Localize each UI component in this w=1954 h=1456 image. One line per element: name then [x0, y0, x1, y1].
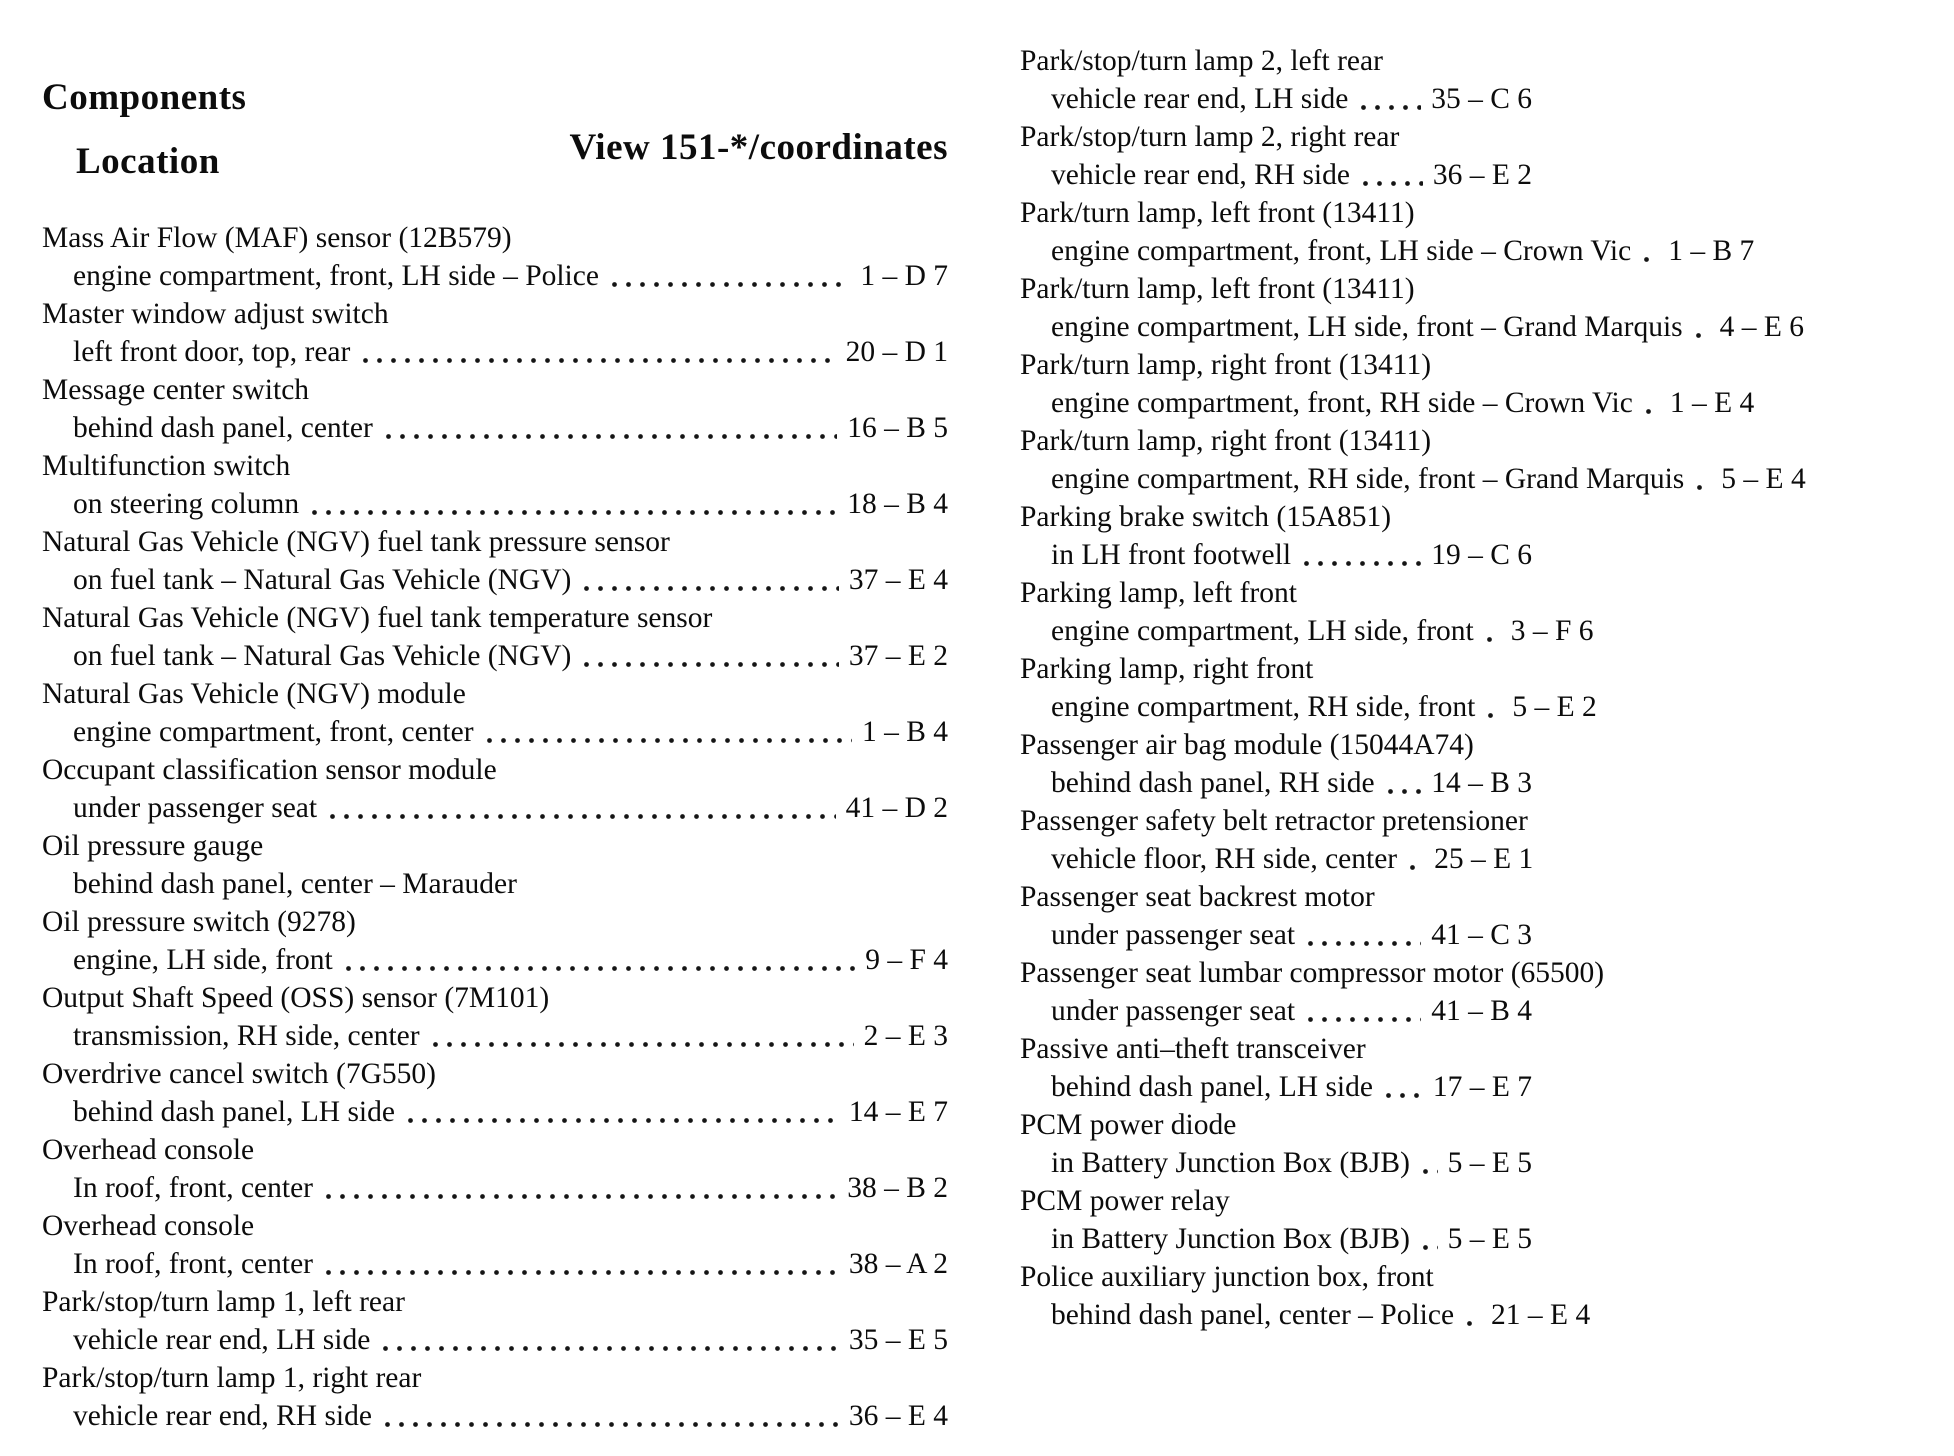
component-name: Park/stop/turn lamp 2, left rear — [1020, 45, 1383, 77]
component-name: Multifunction switch — [42, 450, 291, 482]
dotted-leader — [1361, 105, 1421, 110]
component-location: In roof, front, center — [73, 1248, 313, 1280]
component-name: PCM power diode — [1020, 1109, 1237, 1141]
view-coordinate: 37 – E 4 — [848, 564, 948, 596]
view-coordinate: 14 – B 3 — [1431, 767, 1532, 799]
page-header — [42, 78, 948, 189]
view-coordinate: 18 – B 4 — [847, 488, 948, 520]
component-name: Police auxiliary junction box, front — [1020, 1261, 1434, 1293]
view-coordinate: 35 – C 6 — [1431, 83, 1532, 115]
component-name: PCM power relay — [1020, 1185, 1230, 1217]
component-location-row — [42, 485, 948, 523]
component-entry — [1020, 802, 1532, 878]
dotted-leader — [584, 662, 838, 667]
left-column-entries — [42, 219, 948, 1435]
component-location: on fuel tank – Natural Gas Vehicle (NGV) — [73, 564, 572, 596]
view-coordinate: 14 – E 7 — [848, 1096, 948, 1128]
component-location-row — [1020, 1220, 1532, 1258]
component-location-row — [1020, 916, 1532, 954]
component-location: on fuel tank – Natural Gas Vehicle (NGV) — [73, 640, 572, 672]
dotted-leader — [363, 358, 835, 363]
component-entry — [1020, 650, 1597, 726]
component-location-row — [1020, 764, 1532, 802]
component-location-row — [1020, 384, 1755, 422]
component-entry — [42, 1131, 948, 1207]
component-name: Passenger safety belt retractor pretensioner — [1020, 805, 1528, 837]
component-location: behind dash panel, RH side — [1051, 767, 1375, 799]
component-location-row — [1020, 232, 1755, 270]
view-coordinate: 5 – E 5 — [1447, 1147, 1532, 1179]
component-name: Occupant classification sensor module — [42, 754, 497, 786]
component-entry — [42, 903, 948, 979]
component-location: engine compartment, RH side, front — [1051, 691, 1476, 723]
right-column — [1020, 42, 1806, 1334]
component-entry — [42, 1055, 948, 1131]
component-location-row — [1020, 840, 1532, 878]
component-name: Message center switch — [42, 374, 310, 406]
component-location: behind dash panel, LH side — [73, 1096, 395, 1128]
component-name: Oil pressure switch (9278) — [42, 906, 356, 938]
component-name: Park/turn lamp, left front (13411) — [1020, 197, 1415, 229]
view-coordinates-heading: View 151-*/coordinates — [569, 127, 948, 168]
dotted-leader — [312, 510, 837, 515]
dotted-leader — [612, 282, 850, 287]
component-location-row — [42, 1093, 948, 1131]
component-location: vehicle rear end, LH side — [73, 1324, 371, 1356]
dotted-leader — [386, 434, 837, 439]
dotted-leader — [383, 1346, 839, 1351]
component-entry — [42, 979, 948, 1055]
component-location: left front door, top, rear — [73, 336, 351, 368]
component-location: on steering column — [73, 488, 300, 520]
view-coordinate: 1 – B 4 — [861, 716, 948, 748]
component-entry — [42, 219, 948, 295]
view-coordinate: 5 – E 2 — [1512, 691, 1597, 723]
component-location: under passenger seat — [73, 792, 318, 824]
component-name: Park/turn lamp, left front (13411) — [1020, 273, 1415, 305]
component-location-row — [1020, 1296, 1591, 1334]
component-entry — [1020, 194, 1755, 270]
component-location-row — [42, 865, 948, 903]
component-location-row — [42, 637, 948, 675]
component-name: Park/stop/turn lamp 1, right rear — [42, 1362, 422, 1394]
component-location: under passenger seat — [1051, 995, 1296, 1027]
component-location-row — [42, 1017, 948, 1055]
component-location-row — [42, 713, 948, 751]
component-location-row — [42, 1397, 948, 1435]
component-entry — [42, 1207, 948, 1283]
component-location-row — [42, 789, 948, 827]
dotted-leader — [1488, 713, 1502, 718]
component-entry — [42, 827, 948, 903]
view-coordinate: 1 – B 7 — [1668, 235, 1755, 267]
dotted-leader — [1487, 637, 1501, 642]
component-name: Natural Gas Vehicle (NGV) fuel tank temperature sensor — [42, 602, 713, 634]
component-entry — [42, 295, 948, 371]
component-entry — [1020, 1030, 1532, 1106]
component-location-row — [42, 941, 948, 979]
component-name: Park/turn lamp, right front (13411) — [1020, 425, 1432, 457]
dotted-leader — [1423, 1245, 1438, 1250]
component-name: Passenger seat backrest motor — [1020, 881, 1375, 913]
component-name: Master window adjust switch — [42, 298, 389, 330]
dotted-leader — [1646, 409, 1660, 414]
dotted-leader — [487, 738, 852, 743]
right-column-entries — [1020, 42, 1806, 1334]
dotted-leader — [1423, 1169, 1438, 1174]
view-coordinate: 36 – E 4 — [848, 1400, 948, 1432]
dotted-leader — [433, 1042, 854, 1047]
dotted-leader — [1363, 181, 1423, 186]
dotted-leader — [330, 814, 835, 819]
dotted-leader — [584, 586, 838, 591]
component-location: engine compartment, front, LH side – Police — [73, 260, 599, 292]
view-coordinate: 5 – E 4 — [1721, 463, 1806, 495]
component-location: engine compartment, front, RH side – Crown Vic — [1051, 387, 1633, 419]
view-coordinate: 41 – D 2 — [845, 792, 948, 824]
component-entry — [1020, 346, 1755, 422]
component-location-row — [1020, 460, 1806, 498]
components-heading: Components — [42, 77, 247, 118]
dotted-leader — [385, 1422, 839, 1427]
view-coordinate: 17 – E 7 — [1432, 1071, 1532, 1103]
component-name: Passenger seat lumbar compressor motor (65500) — [1020, 957, 1605, 989]
location-heading: Location — [76, 141, 220, 182]
view-coordinate: 4 – E 6 — [1719, 311, 1805, 343]
dotted-leader — [1386, 1093, 1423, 1098]
component-location-row — [1020, 80, 1532, 118]
component-entry — [1020, 270, 1805, 346]
component-location-row — [1020, 156, 1532, 194]
component-entry — [42, 599, 948, 675]
component-location: engine compartment, LH side, front — [1051, 615, 1474, 647]
dotted-leader — [1410, 865, 1424, 870]
component-location-row — [42, 1169, 948, 1207]
component-location-row — [1020, 1144, 1532, 1182]
component-entry — [42, 751, 948, 827]
component-name: Output Shaft Speed (OSS) sensor (7M101) — [42, 982, 550, 1014]
component-location-row — [1020, 536, 1532, 574]
view-coordinate: 1 – E 4 — [1669, 387, 1755, 419]
component-entry — [1020, 574, 1594, 650]
component-name: Park/stop/turn lamp 1, left rear — [42, 1286, 405, 1318]
view-coordinate: 2 – E 3 — [863, 1020, 948, 1052]
component-location-row — [1020, 992, 1532, 1030]
component-location-row — [42, 257, 948, 295]
component-entry — [1020, 118, 1532, 194]
dotted-leader — [1388, 789, 1422, 794]
component-entry — [1020, 422, 1806, 498]
component-name: Parking lamp, left front — [1020, 577, 1297, 609]
component-entry — [1020, 1182, 1532, 1258]
component-name: Oil pressure gauge — [42, 830, 264, 862]
component-location-row — [1020, 612, 1594, 650]
component-entry — [1020, 954, 1605, 1030]
dotted-leader — [1697, 485, 1711, 490]
component-entry — [42, 371, 948, 447]
component-entry — [42, 1283, 948, 1359]
component-name: Overhead console — [42, 1134, 255, 1166]
component-entry — [42, 675, 948, 751]
view-coordinate: 36 – E 2 — [1432, 159, 1532, 191]
component-location-row — [42, 409, 948, 447]
component-entry — [1020, 878, 1532, 954]
view-coordinate: 3 – F 6 — [1510, 615, 1594, 647]
view-coordinate: 38 – A 2 — [848, 1248, 948, 1280]
view-coordinate: 19 – C 6 — [1431, 539, 1532, 571]
dotted-leader — [1696, 333, 1710, 338]
component-location: vehicle rear end, RH side — [73, 1400, 372, 1432]
component-location: in LH front footwell — [1051, 539, 1292, 571]
component-location: engine compartment, front, LH side – Crown Vic — [1051, 235, 1632, 267]
dotted-leader — [1467, 1321, 1481, 1326]
component-name: Overhead console — [42, 1210, 255, 1242]
component-location-row — [42, 561, 948, 599]
left-column — [42, 78, 948, 1435]
component-entry — [42, 523, 948, 599]
component-entry — [1020, 1106, 1532, 1182]
component-name: Parking brake switch (15A851) — [1020, 501, 1392, 533]
component-location: vehicle rear end, LH side — [1051, 83, 1349, 115]
component-location: under passenger seat — [1051, 919, 1296, 951]
view-coordinate: 41 – B 4 — [1431, 995, 1532, 1027]
component-location: vehicle rear end, RH side — [1051, 159, 1350, 191]
dotted-leader — [326, 1194, 837, 1199]
view-coordinate: 37 – E 2 — [848, 640, 948, 672]
component-name: Parking lamp, right front — [1020, 653, 1314, 685]
component-entry — [42, 447, 948, 523]
component-location: vehicle floor, RH side, center — [1051, 843, 1398, 875]
component-name: Passenger air bag module (15044A74) — [1020, 729, 1474, 761]
component-location-row — [1020, 688, 1597, 726]
dotted-leader — [1644, 257, 1658, 262]
component-location-row — [42, 1245, 948, 1283]
view-coordinate: 16 – B 5 — [847, 412, 948, 444]
view-coordinate: 38 – B 2 — [847, 1172, 948, 1204]
component-location: In roof, front, center — [73, 1172, 313, 1204]
component-location: engine, LH side, front — [73, 944, 333, 976]
view-coordinate: 5 – E 5 — [1447, 1223, 1532, 1255]
component-location: behind dash panel, LH side — [1051, 1071, 1373, 1103]
view-coordinate: 9 – F 4 — [865, 944, 948, 976]
component-name: Overdrive cancel switch (7G550) — [42, 1058, 437, 1090]
component-location: engine compartment, LH side, front – Grand Marquis — [1051, 311, 1683, 343]
dotted-leader — [1308, 1017, 1421, 1022]
component-name: Passive anti–theft transceiver — [1020, 1033, 1366, 1065]
component-entry — [42, 1359, 948, 1435]
component-location: behind dash panel, center – Marauder — [73, 868, 517, 900]
component-entry — [1020, 726, 1532, 802]
dotted-leader — [1304, 561, 1421, 566]
component-location-row — [1020, 308, 1805, 346]
component-location: in Battery Junction Box (BJB) — [1051, 1147, 1410, 1179]
component-name: Park/turn lamp, right front (13411) — [1020, 349, 1432, 381]
component-name: Park/stop/turn lamp 2, right rear — [1020, 121, 1400, 153]
component-entry — [1020, 42, 1532, 118]
component-location-row — [42, 1321, 948, 1359]
component-entry — [1020, 498, 1532, 574]
view-coordinate: 1 – D 7 — [860, 260, 948, 292]
view-coordinate: 41 – C 3 — [1431, 919, 1532, 951]
component-location-row — [1020, 1068, 1532, 1106]
component-location: behind dash panel, center — [73, 412, 373, 444]
view-coordinate: 20 – D 1 — [845, 336, 948, 368]
dotted-leader — [346, 966, 856, 971]
component-location: in Battery Junction Box (BJB) — [1051, 1223, 1410, 1255]
component-entry — [1020, 1258, 1591, 1334]
component-location: engine compartment, front, center — [73, 716, 474, 748]
view-coordinate: 35 – E 5 — [848, 1324, 948, 1356]
dotted-leader — [408, 1118, 839, 1123]
dotted-leader — [326, 1270, 839, 1275]
view-coordinate: 25 – E 1 — [1434, 843, 1534, 875]
component-location: engine compartment, RH side, front – Grand Marquis — [1051, 463, 1685, 495]
component-location: behind dash panel, center – Police — [1051, 1299, 1455, 1331]
component-name: Natural Gas Vehicle (NGV) fuel tank pressure sensor — [42, 526, 670, 558]
component-name: Natural Gas Vehicle (NGV) module — [42, 678, 466, 710]
header-second-row — [42, 127, 948, 189]
component-location: transmission, RH side, center — [73, 1020, 420, 1052]
dotted-leader — [1308, 941, 1421, 946]
component-location-row — [42, 333, 948, 371]
view-coordinate: 21 – E 4 — [1491, 1299, 1591, 1331]
component-name: Mass Air Flow (MAF) sensor (12B579) — [42, 222, 512, 254]
